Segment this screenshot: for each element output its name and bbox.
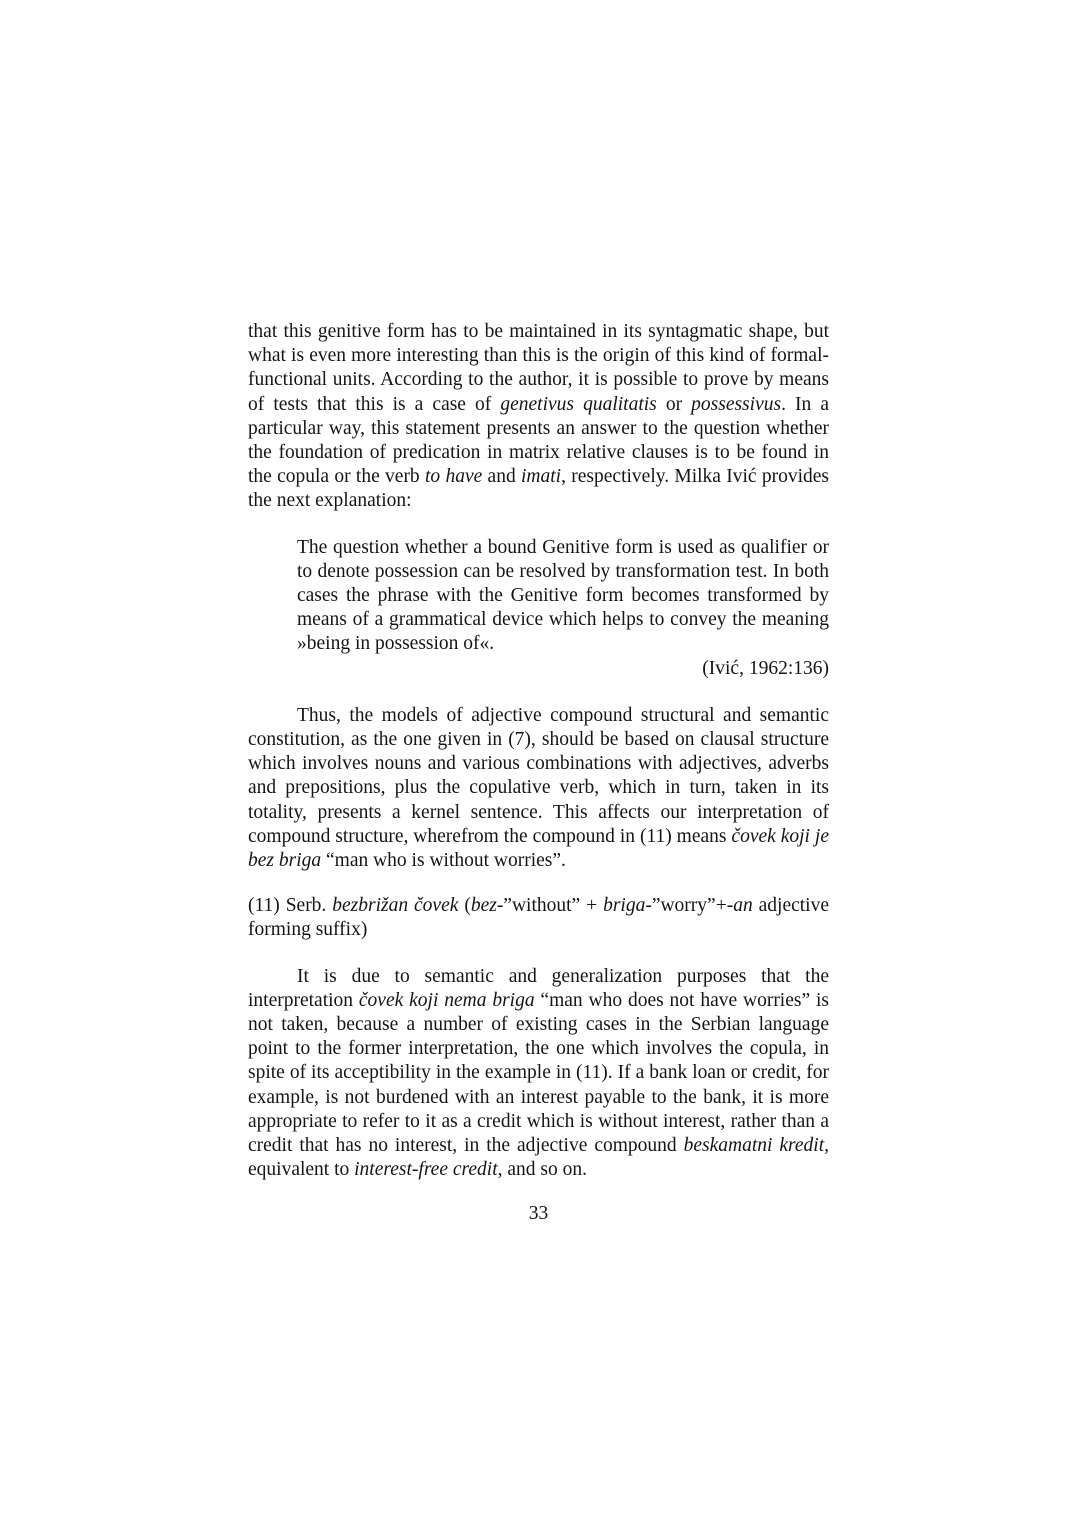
page-number: 33 xyxy=(528,1202,549,1224)
example-11: (11) Serb. bezbrižan čovek (bez-”without” + briga-”worry”+-an adjective forming suffix) xyxy=(248,895,830,941)
paragraph-conclusion: It is due to semantic and generalization purposes that the interpretation čovek koji nema briga “man who does not have worries” is not taken, because a number of existing cases in the Serbian language point to the former interpretation, the one which involves the copula, in spite of its acceptibility in the example in (11). If a bank loan or credit, for example, is not burdened with an interest payable to the bank, it is more appropriate to refer to it as a credit which is without interest, rather than a credit that has no interest, in the adjective compound beskamatni kredit, equivalent to interest-free credit, and so on. xyxy=(248,965,829,1181)
text-block xyxy=(248,320,829,1226)
paragraph-thus: Thus, the models of adjective compound structural and semantic constitution, as the one given in (7), should be based on clausal structure which involves nouns and various combinations with adjectives, adverbs and prepositions, plus the copulative verb, which in turn, taken in its totality, presents a kernel sentence. This affects our interpretation of compound structure, wherefrom the compound in (11) means čovek koji je bez briga “man who is without worries”. xyxy=(248,704,829,872)
block-quote: The question whether a bound Genitive form is used as qualifier or to denote possession can be resolved by transformation test. In both cases the phrase with the Genitive form becomes transformed by means of a grammatical device which helps to convey the meaning »being in possession of«. xyxy=(297,536,829,655)
paragraph-continued: that this genitive form has to be maintained in its syntagmatic shape, but what is even more interesting than this is the origin of this kind of formal-functional units. According to the author, it is possible to prove by means of tests that this is a case of genetivus qualitatis or possessivus. In a particular way, this statement presents an answer to the question whether the foundation of predication in matrix relative clauses is to be found in the copula or the verb to have and imati, respectively. Milka Ivić provides the next explanation: xyxy=(248,321,830,512)
citation: (Ivić, 1962:136) xyxy=(702,657,829,679)
